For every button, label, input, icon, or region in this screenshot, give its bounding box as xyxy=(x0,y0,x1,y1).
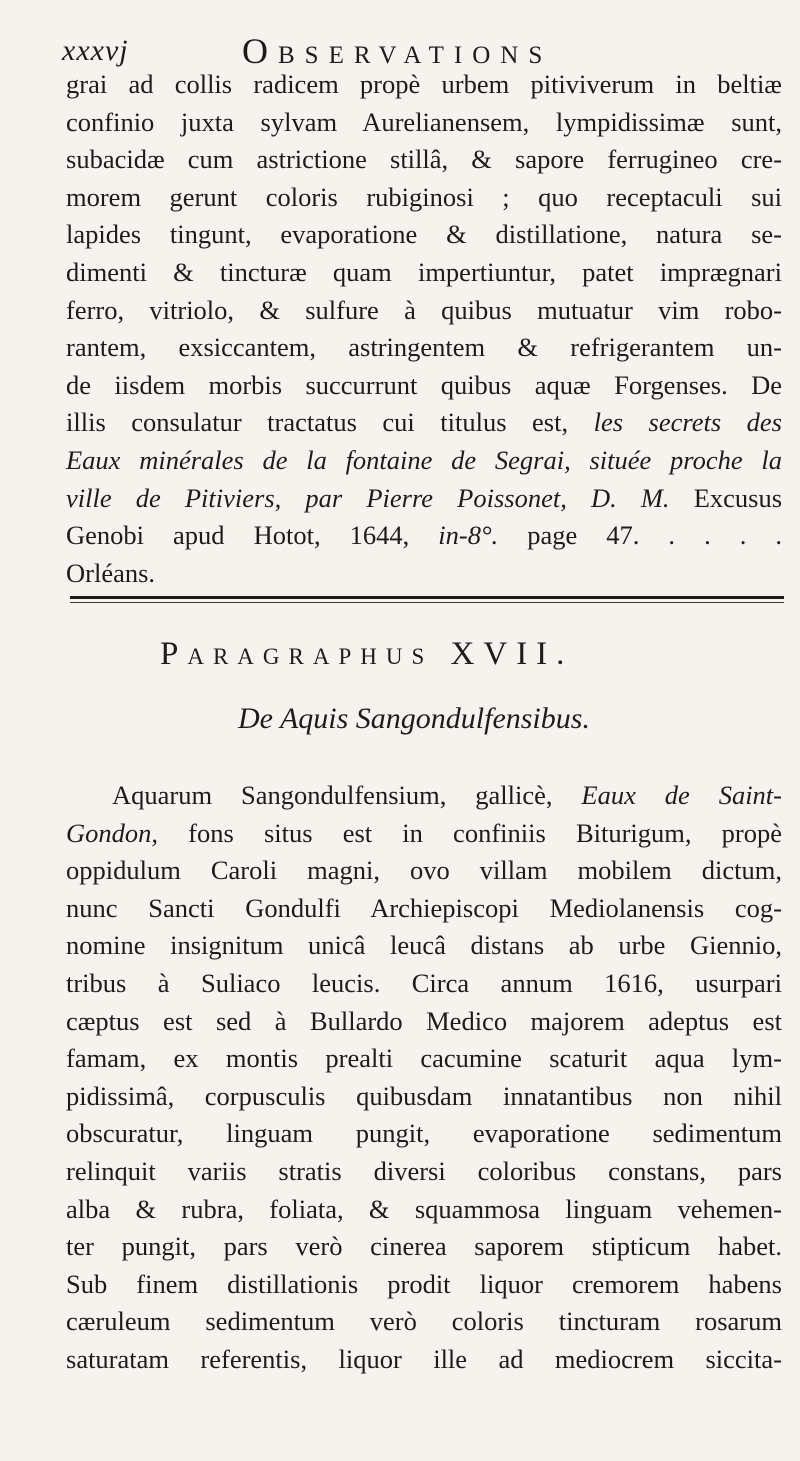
text-line: subacidæ cum astrictione stillâ, & sapore ferrugineo cre- xyxy=(66,144,782,175)
text-line: cæptus est sed à Bullardo Medico majorem adeptus est xyxy=(66,1005,782,1036)
text-segment: Excusus xyxy=(693,482,783,513)
section-heading: Paragraphus XVII. xyxy=(160,636,574,672)
text-line: morem gerunt coloris rubiginosi ; quo receptaculi sui xyxy=(66,181,782,212)
text-line: famam, ex montis prealti cacumine scaturit aqua lym- xyxy=(66,1043,782,1074)
text-line: lapides tingunt, evaporatione & distillatione, natura se- xyxy=(66,219,782,250)
body-text-continued xyxy=(66,66,782,592)
italic-title-segment: Eaux minérales de la fontaine de Segrai, xyxy=(66,444,571,475)
text-line: Orléans. xyxy=(66,557,156,588)
text-segment: fons situs est in confiniis Biturigum, propè xyxy=(188,817,783,848)
italic-title-segment: ville de Pitiviers, par Pierre Poissonet, D. M. xyxy=(66,482,670,513)
text-line xyxy=(66,404,782,442)
text-line: confinio juxta sylvam Aurelianensem, lympidissimæ sunt, xyxy=(66,106,782,137)
text-line xyxy=(66,442,782,480)
italic-title-segment: les secrets des xyxy=(593,407,782,438)
section-subtitle: De Aquis Sangondulfensibus. xyxy=(238,702,590,735)
text-line: cæruleum sedimentum verò coloris tincturam rosarum xyxy=(66,1306,782,1337)
text-segment: illis consulatur tractatus cui titulus est, xyxy=(66,407,569,438)
divider-thin-line xyxy=(70,602,784,603)
page-number: xxxvj xyxy=(62,34,129,67)
text-line: alba & rubra, foliata, & squammosa linguam vehemen- xyxy=(66,1193,782,1224)
text-line: nunc Sancti Gondulfi Archiepiscopi Mediolanensis cog- xyxy=(66,892,782,923)
text-line: Sub finem distillationis prodit liquor cremorem habens xyxy=(66,1268,782,1299)
running-title: Observations xyxy=(242,31,553,71)
divider-thick-line xyxy=(70,596,784,599)
text-line xyxy=(66,777,782,815)
text-line: pidissimâ, corpusculis quibusdam innatantibus non nihil xyxy=(66,1080,782,1111)
italic-title-segment: située proche la xyxy=(589,444,783,475)
body-text-section xyxy=(66,777,782,1379)
italic-title-segment: Gondon, xyxy=(66,817,159,848)
text-line: relinquit variis stratis diversi coloribus constans, pars xyxy=(66,1155,782,1186)
text-line: nomine insignitum unicâ leucâ distans ab urbe Giennio, xyxy=(66,930,782,961)
text-line: ferro, vitriolo, & sulfure à quibus mutuatur vim robo- xyxy=(66,294,782,325)
text-line: saturatam referentis, liquor ille ad mediocrem siccita- xyxy=(66,1343,782,1374)
text-line: oppidulum Caroli magni, ovo villam mobilem dictum, xyxy=(66,855,782,886)
text-segment: Aquarum Sangondulfensium, gallicè, xyxy=(112,780,553,810)
text-line: tribus à Suliaco leucis. Circa annum 1616, usurpari xyxy=(66,967,782,998)
section-divider-rule xyxy=(70,596,784,606)
text-line xyxy=(66,517,782,555)
italic-format-segment: in-8°. xyxy=(438,520,499,551)
text-segment: page 47. . . . . xyxy=(527,520,783,551)
text-line: rantem, exsiccantem, astringentem & refrigerantem un- xyxy=(66,332,782,363)
text-line xyxy=(66,815,782,853)
text-line: de iisdem morbis succurrunt quibus aquæ Forgenses. De xyxy=(66,369,782,400)
text-line: dimenti & tincturæ quam impertiuntur, patet imprægnari xyxy=(66,256,782,287)
text-segment: Genobi apud Hotot, 1644, xyxy=(66,520,410,551)
text-line: ter pungit, pars verò cinerea saporem stipticum habet. xyxy=(66,1231,782,1262)
text-line xyxy=(66,480,782,518)
text-line: obscuratur, linguam pungit, evaporatione sedimentum xyxy=(66,1118,782,1149)
italic-title-segment: Eaux de Saint- xyxy=(581,780,782,810)
text-line: grai ad collis radicem propè urbem pitiviverum in beltiæ xyxy=(66,69,782,99)
